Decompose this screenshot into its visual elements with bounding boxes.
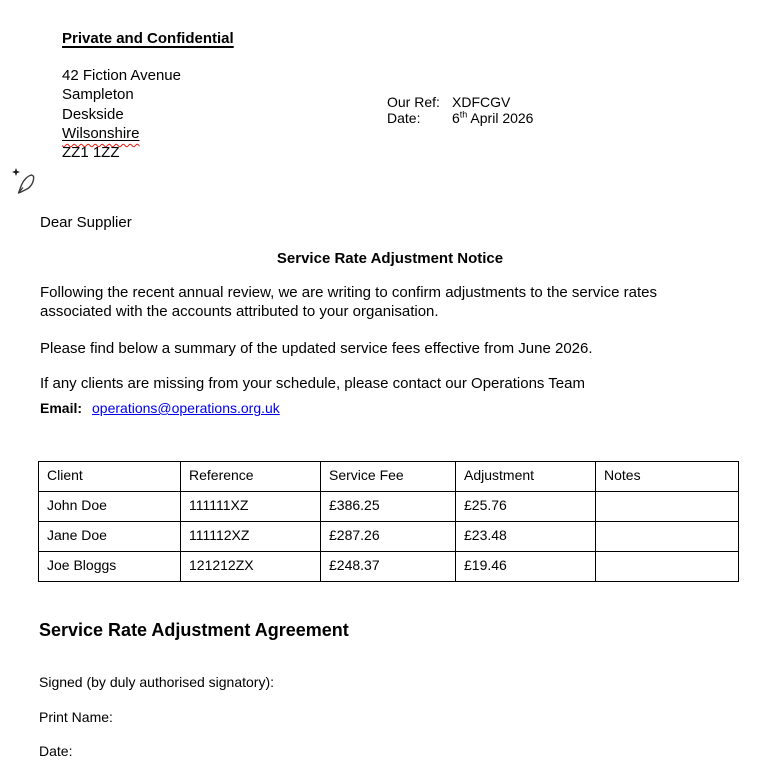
cell-reference: 111111XZ [181, 492, 321, 522]
spellcheck-underline: Wilsonshire [62, 124, 140, 142]
our-ref-value: XDFCGV [452, 94, 511, 110]
col-header-service-fee: Service Fee [321, 462, 456, 492]
fee-table [38, 461, 739, 582]
signed-label: Signed (by duly authorised signatory): [39, 674, 275, 690]
address-line: Sampleton [62, 86, 134, 104]
signature-date-label: Date: [39, 743, 73, 759]
salutation: Dear Supplier [40, 214, 132, 231]
paragraph-review: Following the recent annual review, we are writing to confirm adjustments to the service rates associated with the accounts attributed to your organisation. [40, 284, 657, 320]
cell-client: Joe Bloggs [39, 552, 181, 582]
cell-service-fee: £287.26 [321, 522, 456, 552]
cell-adjustment: £25.76 [456, 492, 596, 522]
cell-notes [596, 552, 739, 582]
paragraph-missing-clients: If any clients are missing from your schedule, please contact our Operations Team [40, 375, 585, 392]
address-line: ZZ1 1ZZ [62, 144, 120, 162]
address-block [62, 66, 181, 162]
table-row [39, 552, 739, 582]
paragraph-summary: Please find below a summary of the updated service fees effective from June 2026. [40, 340, 593, 357]
table-header-row [39, 462, 739, 492]
cell-client: John Doe [39, 492, 181, 522]
cell-service-fee: £248.37 [321, 552, 456, 582]
cell-adjustment: £23.48 [456, 522, 596, 552]
col-header-notes: Notes [596, 462, 739, 492]
agreement-heading: Service Rate Adjustment Agreement [39, 620, 349, 640]
cell-notes [596, 492, 739, 522]
editor-pen-icon[interactable] [11, 167, 38, 201]
print-name-label: Print Name: [39, 709, 113, 725]
cell-reference: 121212ZX [181, 552, 321, 582]
cell-adjustment: £19.46 [456, 552, 596, 582]
cell-reference: 111112XZ [181, 522, 321, 552]
reference-block [387, 95, 533, 126]
notice-title: Service Rate Adjustment Notice [276, 250, 504, 267]
col-header-adjustment: Adjustment [456, 462, 596, 492]
email-line [40, 400, 280, 416]
address-line: 42 Fiction Avenue [62, 67, 181, 84]
date-label: Date: [387, 109, 421, 126]
address-line-misspelled [62, 124, 181, 143]
table-row [39, 492, 739, 522]
col-header-reference: Reference [181, 462, 321, 492]
address-line: Deskside [62, 105, 124, 123]
cell-service-fee: £386.25 [321, 492, 456, 522]
col-header-client: Client [39, 462, 181, 492]
email-label: Email: [40, 400, 83, 416]
our-ref-label: Our Ref: [387, 94, 440, 110]
cell-client: Jane Doe [39, 522, 181, 552]
email-link[interactable]: operations@operations.org.uk [92, 400, 280, 416]
table-row [39, 522, 739, 552]
cell-notes [596, 522, 739, 552]
date-row [387, 108, 534, 127]
confidential-heading: Private and Confidential [62, 30, 234, 47]
date-value: 6th April 2026 [452, 108, 534, 126]
